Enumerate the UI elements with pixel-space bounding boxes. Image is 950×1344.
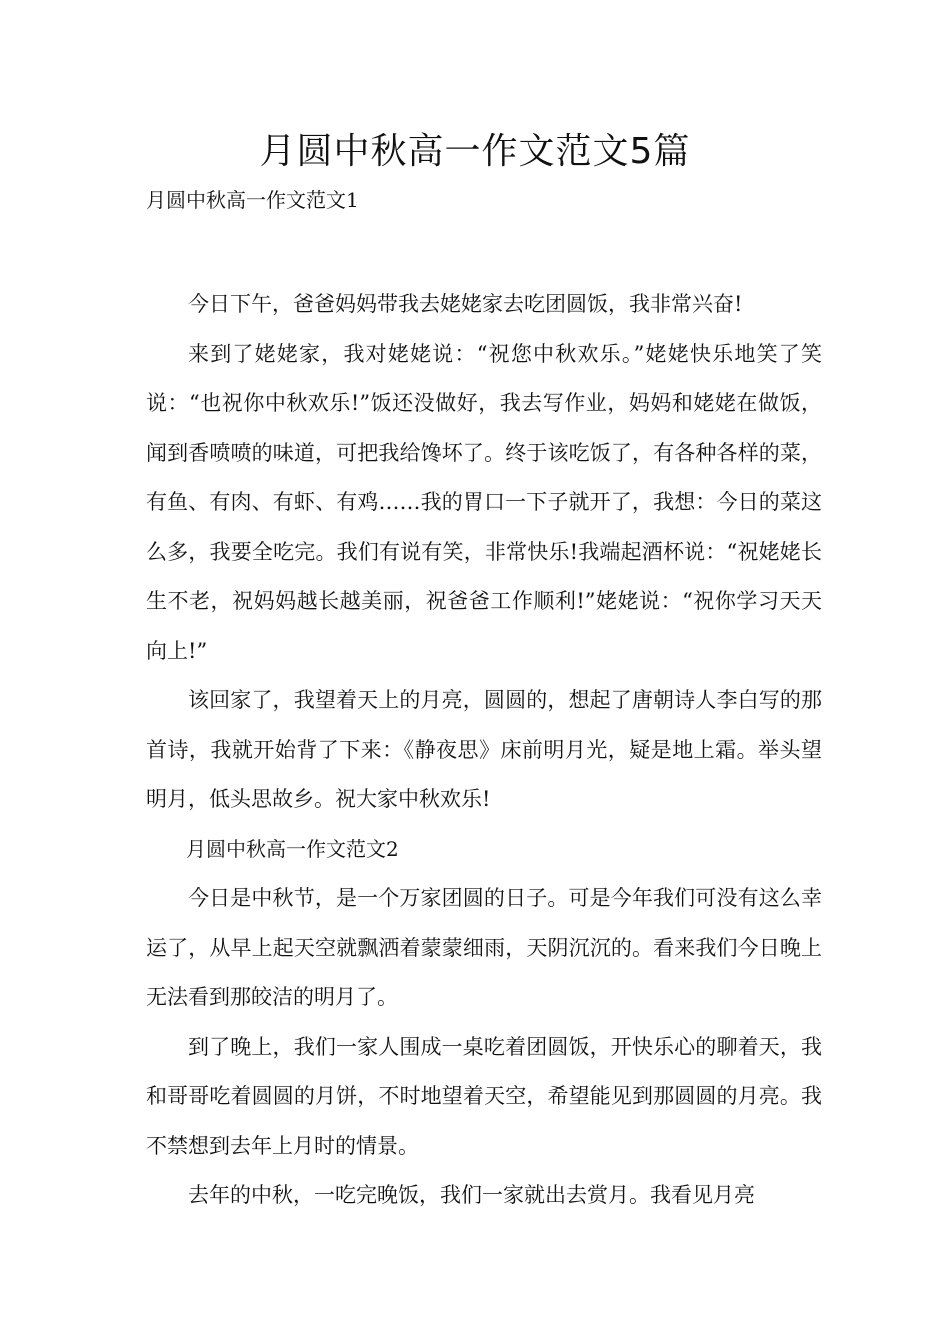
document-title: 月圆中秋高一作文范文5篇 [259, 131, 691, 172]
paragraph: 到了晚上，我们一家人围成一桌吃着团圆饭，开快乐心的聊着天，我和哥哥吃着圆圆的月饼，不时地望着天空，希望能见到那圆圆的月亮。我不禁想到去年上月时的情景。 [146, 1034, 822, 1158]
section-heading-2: 月圆中秋高一作文范文2 [186, 836, 399, 861]
paragraph: 来到了姥姥家，我对姥姥说：“祝您中秋欢乐。”姥姥快乐地笑了笑说：“也祝你中秋欢乐!”饭还没做好，我去写作业，妈妈和姥姥在做饭，闻到香喷喷的味道，可把我给馋坏了。终于该吃饭了，有各种各样的菜，有鱼、有肉、有虾、有鸡……我的胃口一下子就开了，我想：今日的菜这么多，我要全吃完。我们有说有笑，非常快乐!我端起酒杯说：“祝姥姥长生不老，祝妈妈越长越美丽，祝爸爸工作顺利!”姥姥说：“祝你学习天天向上!” [146, 341, 822, 663]
paragraph: 该回家了，我望着天上的月亮，圆圆的，想起了唐朝诗人李白写的那首诗，我就开始背了下来：《静夜思》床前明月光，疑是地上霜。举头望明月，低头思故乡。祝大家中秋欢乐! [146, 688, 822, 811]
paragraph: 今日是中秋节，是一个万家团圆的日子。可是今年我们可没有这么幸运了，从早上起天空就飘洒着蒙蒙细雨，天阴沉沉的。看来我们今日晚上无法看到那皎洁的明月了。 [146, 886, 822, 1009]
document-body [146, 280, 822, 1221]
section-heading-1: 月圆中秋高一作文范文1 [146, 188, 359, 212]
paragraph: 今日下午，爸爸妈妈带我去姥姥家去吃团圆饭，我非常兴奋! [188, 292, 743, 316]
paragraph: 去年的中秋，一吃完晚饭，我们一家就出去赏月。我看见月亮 [188, 1183, 755, 1207]
